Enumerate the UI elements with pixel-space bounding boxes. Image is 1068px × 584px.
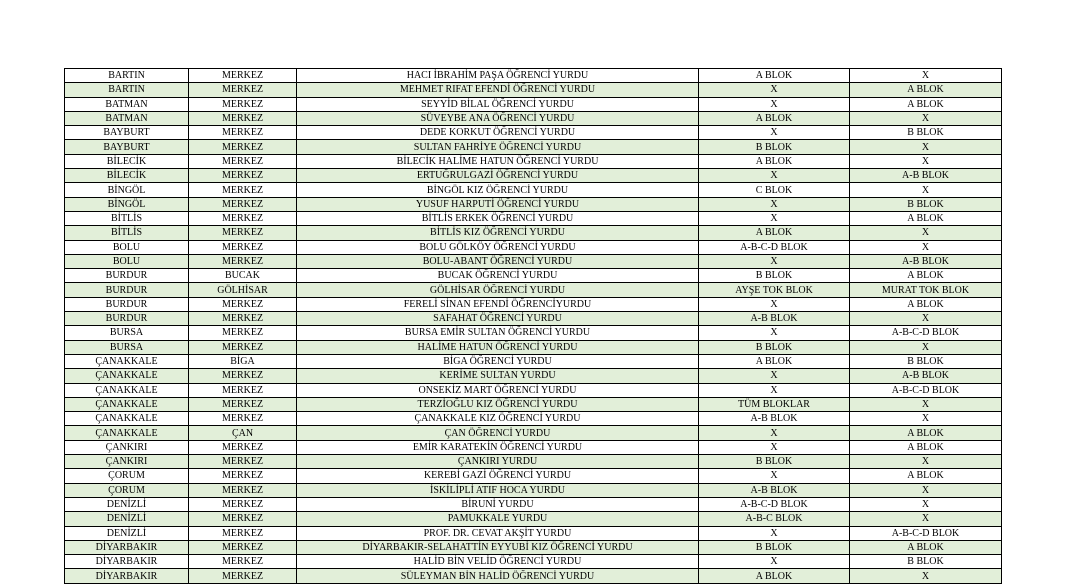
- dormitory-name-cell: BİTLİS ERKEK ÖĞRENCİ YURDU: [297, 211, 699, 225]
- dormitory-name-cell: YUSUF HARPUTİ ÖĞRENCİ YURDU: [297, 197, 699, 211]
- province-cell: BARTIN: [65, 69, 189, 83]
- female-block-cell: A-B-C-D BLOK: [699, 497, 850, 511]
- dormitory-name-cell: PROF. DR. CEVAT AKŞİT YURDU: [297, 526, 699, 540]
- table-row: [65, 312, 1002, 326]
- female-block-cell: X: [699, 169, 850, 183]
- male-block-cell: A BLOK: [850, 83, 1002, 97]
- table-row: [65, 169, 1002, 183]
- male-block-cell: B BLOK: [850, 555, 1002, 569]
- province-cell: DİYARBAKIR: [65, 540, 189, 554]
- female-block-cell: X: [699, 326, 850, 340]
- table-row: [65, 254, 1002, 268]
- table-row: [65, 455, 1002, 469]
- table-row: [65, 269, 1002, 283]
- dormitory-name-cell: ERTUĞRULGAZİ ÖĞRENCİ YURDU: [297, 169, 699, 183]
- female-block-cell: X: [699, 254, 850, 268]
- district-cell: MERKEZ: [189, 83, 297, 97]
- female-block-cell: C BLOK: [699, 183, 850, 197]
- province-cell: BİLECİK: [65, 154, 189, 168]
- province-cell: ÇANKIRI: [65, 455, 189, 469]
- male-block-cell: X: [850, 111, 1002, 125]
- district-cell: MERKEZ: [189, 154, 297, 168]
- dormitory-name-cell: BİRUNİ YURDU: [297, 497, 699, 511]
- male-block-cell: B BLOK: [850, 197, 1002, 211]
- dormitory-name-cell: GÖLHİSAR ÖĞRENCİ YURDU: [297, 283, 699, 297]
- dormitory-name-cell: SEYYİD BİLAL ÖĞRENCİ YURDU: [297, 97, 699, 111]
- female-block-cell: A-B-C-D BLOK: [699, 240, 850, 254]
- female-block-cell: A BLOK: [699, 569, 850, 583]
- male-block-cell: A-B-C-D BLOK: [850, 526, 1002, 540]
- dormitory-name-cell: BURSA EMİR SULTAN ÖĞRENCİ YURDU: [297, 326, 699, 340]
- province-cell: BİTLİS: [65, 226, 189, 240]
- province-cell: ÇANAKKALE: [65, 397, 189, 411]
- province-cell: BURDUR: [65, 297, 189, 311]
- male-block-cell: A BLOK: [850, 540, 1002, 554]
- table-body: [65, 69, 1002, 584]
- male-block-cell: X: [850, 226, 1002, 240]
- dormitory-name-cell: SÜLEYMAN BİN HALİD ÖĞRENCİ YURDU: [297, 569, 699, 583]
- district-cell: MERKEZ: [189, 312, 297, 326]
- male-block-cell: X: [850, 69, 1002, 83]
- table-row: [65, 283, 1002, 297]
- district-cell: MERKEZ: [189, 297, 297, 311]
- female-block-cell: X: [699, 469, 850, 483]
- male-block-cell: X: [850, 140, 1002, 154]
- female-block-cell: B BLOK: [699, 140, 850, 154]
- table-row: [65, 412, 1002, 426]
- district-cell: MERKEZ: [189, 455, 297, 469]
- district-cell: MERKEZ: [189, 126, 297, 140]
- female-block-cell: AYŞE TOK BLOK: [699, 283, 850, 297]
- table-row: [65, 555, 1002, 569]
- dormitory-name-cell: BİNGÖL KIZ ÖĞRENCİ YURDU: [297, 183, 699, 197]
- male-block-cell: A BLOK: [850, 211, 1002, 225]
- female-block-cell: A BLOK: [699, 226, 850, 240]
- male-block-cell: X: [850, 569, 1002, 583]
- district-cell: MERKEZ: [189, 226, 297, 240]
- dormitory-name-cell: ONSEKİZ MART ÖĞRENCİ YURDU: [297, 383, 699, 397]
- province-cell: ÇANKIRI: [65, 440, 189, 454]
- male-block-cell: X: [850, 497, 1002, 511]
- province-cell: DİYARBAKIR: [65, 555, 189, 569]
- district-cell: MERKEZ: [189, 540, 297, 554]
- dormitory-name-cell: ÇAN ÖĞRENCİ YURDU: [297, 426, 699, 440]
- male-block-cell: A BLOK: [850, 440, 1002, 454]
- province-cell: BATMAN: [65, 111, 189, 125]
- female-block-cell: X: [699, 297, 850, 311]
- table-row: [65, 469, 1002, 483]
- dormitory-table: [64, 68, 1002, 584]
- female-block-cell: X: [699, 83, 850, 97]
- female-block-cell: A-B BLOK: [699, 412, 850, 426]
- male-block-cell: A-B-C-D BLOK: [850, 326, 1002, 340]
- table-row: [65, 569, 1002, 583]
- province-cell: BOLU: [65, 240, 189, 254]
- district-cell: MERKEZ: [189, 183, 297, 197]
- district-cell: MERKEZ: [189, 254, 297, 268]
- province-cell: BAYBURT: [65, 140, 189, 154]
- province-cell: DİYARBAKIR: [65, 569, 189, 583]
- female-block-cell: A-B-C BLOK: [699, 512, 850, 526]
- female-block-cell: A BLOK: [699, 154, 850, 168]
- male-block-cell: X: [850, 483, 1002, 497]
- dormitory-name-cell: DİYARBAKIR-SELAHATTİN EYYUBİ KIZ ÖĞRENCİ YURDU: [297, 540, 699, 554]
- table-row: [65, 297, 1002, 311]
- district-cell: MERKEZ: [189, 397, 297, 411]
- province-cell: BATMAN: [65, 97, 189, 111]
- female-block-cell: X: [699, 440, 850, 454]
- district-cell: ÇAN: [189, 426, 297, 440]
- female-block-cell: X: [699, 526, 850, 540]
- district-cell: MERKEZ: [189, 483, 297, 497]
- table-row: [65, 497, 1002, 511]
- dormitory-name-cell: SÜVEYBE ANA ÖĞRENCİ YURDU: [297, 111, 699, 125]
- province-cell: BİNGÖL: [65, 183, 189, 197]
- district-cell: MERKEZ: [189, 555, 297, 569]
- province-cell: ÇORUM: [65, 469, 189, 483]
- table-row: [65, 226, 1002, 240]
- dormitory-name-cell: BİGA ÖĞRENCİ YURDU: [297, 354, 699, 368]
- male-block-cell: X: [850, 512, 1002, 526]
- female-block-cell: A-B BLOK: [699, 483, 850, 497]
- district-cell: MERKEZ: [189, 469, 297, 483]
- table-row: [65, 154, 1002, 168]
- district-cell: MERKEZ: [189, 326, 297, 340]
- table-row: [65, 426, 1002, 440]
- province-cell: ÇANAKKALE: [65, 426, 189, 440]
- district-cell: MERKEZ: [189, 240, 297, 254]
- table-row: [65, 97, 1002, 111]
- province-cell: BAYBURT: [65, 126, 189, 140]
- province-cell: ÇANAKKALE: [65, 369, 189, 383]
- table-row: [65, 111, 1002, 125]
- female-block-cell: A BLOK: [699, 69, 850, 83]
- province-cell: DENİZLİ: [65, 497, 189, 511]
- male-block-cell: A BLOK: [850, 269, 1002, 283]
- table-row: [65, 326, 1002, 340]
- dormitory-name-cell: HALİME HATUN ÖĞRENCİ YURDU: [297, 340, 699, 354]
- table-row: [65, 512, 1002, 526]
- district-cell: MERKEZ: [189, 569, 297, 583]
- female-block-cell: A BLOK: [699, 354, 850, 368]
- table-row: [65, 340, 1002, 354]
- male-block-cell: A-B BLOK: [850, 369, 1002, 383]
- female-block-cell: A-B BLOK: [699, 312, 850, 326]
- district-cell: MERKEZ: [189, 169, 297, 183]
- table-row: [65, 440, 1002, 454]
- district-cell: MERKEZ: [189, 211, 297, 225]
- province-cell: ÇANAKKALE: [65, 383, 189, 397]
- dormitory-name-cell: HALİD BİN VELİD ÖĞRENCİ YURDU: [297, 555, 699, 569]
- dormitory-name-cell: BİLECİK HALİME HATUN ÖĞRENCİ YURDU: [297, 154, 699, 168]
- male-block-cell: A BLOK: [850, 97, 1002, 111]
- male-block-cell: A-B BLOK: [850, 254, 1002, 268]
- male-block-cell: X: [850, 340, 1002, 354]
- table-row: [65, 383, 1002, 397]
- province-cell: BURSA: [65, 326, 189, 340]
- male-block-cell: X: [850, 397, 1002, 411]
- dormitory-name-cell: FERELİ SİNAN EFENDİ ÖĞRENCİYURDU: [297, 297, 699, 311]
- female-block-cell: X: [699, 211, 850, 225]
- female-block-cell: B BLOK: [699, 540, 850, 554]
- male-block-cell: X: [850, 312, 1002, 326]
- province-cell: DENİZLİ: [65, 526, 189, 540]
- district-cell: BUCAK: [189, 269, 297, 283]
- table-row: [65, 211, 1002, 225]
- table-row: [65, 483, 1002, 497]
- district-cell: MERKEZ: [189, 97, 297, 111]
- dormitory-name-cell: DEDE KORKUT ÖĞRENCİ YURDU: [297, 126, 699, 140]
- dormitory-name-cell: KERİME SULTAN YURDU: [297, 369, 699, 383]
- province-cell: DENİZLİ: [65, 512, 189, 526]
- province-cell: BOLU: [65, 254, 189, 268]
- dormitory-name-cell: PAMUKKALE YURDU: [297, 512, 699, 526]
- province-cell: ÇANAKKALE: [65, 412, 189, 426]
- province-cell: ÇANAKKALE: [65, 354, 189, 368]
- table-row: [65, 240, 1002, 254]
- district-cell: MERKEZ: [189, 440, 297, 454]
- female-block-cell: X: [699, 383, 850, 397]
- female-block-cell: B BLOK: [699, 269, 850, 283]
- document-page: [64, 68, 1001, 584]
- female-block-cell: B BLOK: [699, 340, 850, 354]
- province-cell: BURDUR: [65, 312, 189, 326]
- district-cell: MERKEZ: [189, 140, 297, 154]
- dormitory-name-cell: TERZİOĞLU KIZ ÖĞRENCİ YURDU: [297, 397, 699, 411]
- female-block-cell: X: [699, 555, 850, 569]
- district-cell: GÖLHİSAR: [189, 283, 297, 297]
- district-cell: MERKEZ: [189, 526, 297, 540]
- table-row: [65, 83, 1002, 97]
- table-row: [65, 126, 1002, 140]
- dormitory-name-cell: BUCAK ÖĞRENCİ YURDU: [297, 269, 699, 283]
- female-block-cell: A BLOK: [699, 111, 850, 125]
- province-cell: BURSA: [65, 340, 189, 354]
- district-cell: BİGA: [189, 354, 297, 368]
- table-row: [65, 369, 1002, 383]
- female-block-cell: X: [699, 426, 850, 440]
- dormitory-name-cell: HACI İBRAHİM PAŞA ÖĞRENCİ YURDU: [297, 69, 699, 83]
- male-block-cell: MURAT TOK BLOK: [850, 283, 1002, 297]
- male-block-cell: X: [850, 412, 1002, 426]
- table-row: [65, 183, 1002, 197]
- dormitory-name-cell: KEREBİ GAZİ ÖĞRENCİ YURDU: [297, 469, 699, 483]
- male-block-cell: X: [850, 154, 1002, 168]
- male-block-cell: A-B-C-D BLOK: [850, 383, 1002, 397]
- district-cell: MERKEZ: [189, 412, 297, 426]
- male-block-cell: A BLOK: [850, 469, 1002, 483]
- male-block-cell: A BLOK: [850, 426, 1002, 440]
- table-row: [65, 540, 1002, 554]
- district-cell: MERKEZ: [189, 111, 297, 125]
- table-row: [65, 526, 1002, 540]
- district-cell: MERKEZ: [189, 512, 297, 526]
- female-block-cell: X: [699, 197, 850, 211]
- dormitory-name-cell: BOLU-ABANT ÖĞRENCİ YURDU: [297, 254, 699, 268]
- province-cell: BARTIN: [65, 83, 189, 97]
- district-cell: MERKEZ: [189, 383, 297, 397]
- female-block-cell: X: [699, 369, 850, 383]
- province-cell: BURDUR: [65, 283, 189, 297]
- dormitory-name-cell: İSKİLİPLİ ATIF HOCA YURDU: [297, 483, 699, 497]
- female-block-cell: X: [699, 126, 850, 140]
- male-block-cell: X: [850, 455, 1002, 469]
- dormitory-name-cell: SAFAHAT ÖĞRENCİ YURDU: [297, 312, 699, 326]
- district-cell: MERKEZ: [189, 197, 297, 211]
- district-cell: MERKEZ: [189, 340, 297, 354]
- female-block-cell: B BLOK: [699, 455, 850, 469]
- dormitory-name-cell: BİTLİS KIZ ÖĞRENCİ YURDU: [297, 226, 699, 240]
- district-cell: MERKEZ: [189, 497, 297, 511]
- province-cell: BİNGÖL: [65, 197, 189, 211]
- female-block-cell: X: [699, 97, 850, 111]
- table-row: [65, 140, 1002, 154]
- province-cell: ÇORUM: [65, 483, 189, 497]
- table-row: [65, 354, 1002, 368]
- dormitory-name-cell: ÇANKIRI YURDU: [297, 455, 699, 469]
- dormitory-name-cell: SULTAN FAHRİYE ÖĞRENCİ YURDU: [297, 140, 699, 154]
- district-cell: MERKEZ: [189, 369, 297, 383]
- province-cell: BURDUR: [65, 269, 189, 283]
- male-block-cell: B BLOK: [850, 354, 1002, 368]
- province-cell: BİLECİK: [65, 169, 189, 183]
- table-row: [65, 69, 1002, 83]
- dormitory-name-cell: MEHMET RIFAT EFENDİ ÖĞRENCİ YURDU: [297, 83, 699, 97]
- table-row: [65, 397, 1002, 411]
- table-row: [65, 197, 1002, 211]
- male-block-cell: A-B BLOK: [850, 169, 1002, 183]
- dormitory-name-cell: BOLU GÖLKÖY ÖĞRENCİ YURDU: [297, 240, 699, 254]
- province-cell: BİTLİS: [65, 211, 189, 225]
- female-block-cell: TÜM BLOKLAR: [699, 397, 850, 411]
- male-block-cell: X: [850, 240, 1002, 254]
- dormitory-name-cell: EMİR KARATEKİN ÖĞRENCİ YURDU: [297, 440, 699, 454]
- district-cell: MERKEZ: [189, 69, 297, 83]
- dormitory-name-cell: ÇANAKKALE KIZ ÖĞRENCİ YURDU: [297, 412, 699, 426]
- male-block-cell: A BLOK: [850, 297, 1002, 311]
- male-block-cell: X: [850, 183, 1002, 197]
- male-block-cell: B BLOK: [850, 126, 1002, 140]
